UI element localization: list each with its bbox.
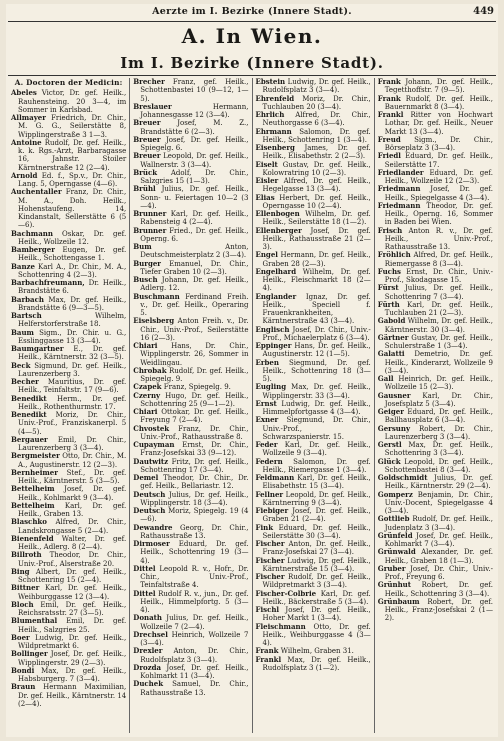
directory-entry: Billroth Theodor, Dr. Chir., Univ.-Prof., Alserstraße 20.: [11, 550, 127, 568]
directory-entry: Buschmann Ferdinand Freih. v., Dr. gef. Heilk., Operaring 5.: [133, 291, 249, 317]
directory-entry: Goldschmidt Julius, Dr. gef. Heilk., Kärntnerstr. 29 (2—4).: [377, 473, 493, 491]
directory-entry: Galatti Demetrio, Dr. gef. Heilk., Kinderarzt, Wollzeile 9 (3—4).: [377, 349, 493, 375]
directory-entry: Fiebiger Josef, Dr. gef. Heilk., Graben 21 (2—4).: [255, 506, 371, 524]
directory-entry: Fürst Julius, Dr. gef. Heilk., Schottenring 7 (3—4).: [377, 283, 493, 301]
directory-entry: Gerstl Max, Dr. gef. Heilk., Schottenring 3 (3—4).: [377, 440, 493, 458]
directory-entry: Breuer Josef, M. Z., Brandstätte 6 (2—3).: [133, 118, 249, 136]
directory-entry: Bachmann Oskar, Dr. gef. Heilk., Wollzeile 12.: [11, 228, 127, 246]
directory-entry: Brecher Franz, gef. Heilk., Schottenbastei 10 (9—12, 1—5).: [133, 78, 249, 103]
directory-entry: Busch Johann, Dr. gef. Heilk., Adlerg. 12.: [133, 275, 249, 293]
directory-entry: Drechsel Heinrich, Wollzeile 7 (3—4).: [133, 629, 249, 647]
directory-entry: Grünfeld Josef, Dr. gef. Heilk., Kohlmarkt 7 (3—4).: [377, 530, 493, 548]
directory-entry: Blumenthal Emil, Dr. gef. Heilk., Salzgries 25.: [11, 616, 127, 634]
directory-entry: Engelhard Wilhelm, Dr. gef. Heilk., Fleischmarkt 18 (2—4).: [255, 266, 371, 293]
directory-entry: Fink Eduard, Dr. gef. Heilk., Seilerstätte 30 (3—4).: [255, 522, 371, 540]
directory-entry: Friedmann Theodor, Dr. gef. Heilk., Operng. 16, Sommer in Baden bei Wien.: [377, 200, 493, 227]
directory-entry: Bamberger Eugen, Dr. gef. Heilk., Schottengasse 1.: [11, 245, 127, 263]
directory-entry: Benedikt Herm., Dr. gef. Heilk., Rothenthurmstr. 17.: [11, 393, 127, 411]
column-1-entries: [11, 89, 126, 708]
directory-entry: Grünhut Robert, Dr. gef. Heilk., Schottenring 3 (3—4).: [377, 580, 493, 598]
directory-entry: Bienenfeld Walter, Dr. gef. Heilk., Adlerg. 8 (2—4).: [11, 533, 127, 551]
directory-entry: Drozda Josef, Dr. gef. Heilk., Kohlmarkt 11 (3—4).: [133, 662, 249, 680]
directory-entry: Brühl Julius, Dr. gef. Heilk., Sonn- u. Feiertagen 10—2 (3—4).: [133, 184, 249, 210]
city-heading: A. In Wien.: [181, 24, 323, 48]
directory-page: [6, 4, 498, 737]
running-head: [6, 6, 498, 20]
directory-entry: Brunner Fried., Dr. gef. Heilk., Operng. 6.: [133, 225, 249, 243]
directory-entry: Auchentaller Franz, Dr. Chir., M. A., Doh. Heilk., Hohenstaufeng. 14, Kindanstalt, Sellerstätte 6 (5—6).: [11, 187, 127, 230]
directory-entry: Freud Sigm., Dr. Chir., Börseplatz 3 (3—4).: [377, 134, 493, 152]
directory-entry: Friedlander Eduard, Dr. gef. Heilk., Wollzeile 12 (2—3).: [377, 167, 493, 185]
directory-entry: Brunner Karl, Dr. gef. Heilk., Rabensteig 4 (2—4).: [133, 209, 249, 227]
directory-entry: Eugling Max, Dr. gef. Heilk., Wipplingerstr. 33 (3—4).: [255, 382, 371, 400]
directory-entry: Englisch Josef, Dr. Chir., Univ.-Prof., Michaelerplatz 6 (3—4).: [255, 324, 371, 342]
directory-entry: Baum Sigm., Dr. Chir. u. G., Esslinggasse 13 (3—4).: [11, 327, 127, 345]
directory-entry: Frank Rudolf, Dr. gef. Heilk., Bauernmarkt 8 (3—4).: [377, 93, 493, 111]
directory-entry: Englander Ignaz, Dr. gef. Heilk., Speciell f. Frauenkrankheiten, Kärntnerstraße 43 (3—4).: [255, 291, 371, 326]
directory-entry: Ebstein Ludwig, Dr. gef. Heilk., Rudolfsplatz 3 (3—4).: [255, 78, 371, 95]
directory-entry: Arnold Ed. f., Sp.v., Dr. Chir., Lang. 5, Operngasse (4—6).: [11, 170, 127, 188]
directory-entry: Bergauer Emil, Dr. Chir., Laurenzerberg 3 (3—4).: [11, 434, 127, 452]
directory-entry: Gottlieb Rudolf, Dr. gef. Heilk., Judenplatz 3 (3—4).: [377, 514, 493, 532]
directory-entry: Bollinger Josef, Dr. gef. Heilk., Wipplingerstr. 29 (2—3).: [11, 649, 127, 667]
directory-entry: Eisenberg James, Dr. gef. Heilk., Elisabethstr. 2 (2—3).: [255, 143, 371, 161]
directory-entry: Erben Siegmund, Dr. gef. Heilk., Schottenring 18 (3—5).: [255, 357, 371, 383]
directory-entry: Cupayman Ernst, Dr. Chir., Franz-Josefskai 33 (9—12).: [133, 440, 249, 458]
directory-entry: Dewandre Georg, Dr. Chir., Rathausstraße 13.: [133, 522, 249, 540]
directory-entry: Fröhlich Alfred, Dr. gef. Heilk., Riemergasse 8 (3—4).: [377, 250, 493, 268]
column-2: [129, 78, 251, 733]
directory-entry: Donath Julius, Dr. gef. Heilk., Wollzeile 7 (2—4).: [133, 613, 249, 631]
directory-entry: Friedmann Josef, Dr. gef. Heilk., Spiegelgasse 4 (3—4).: [377, 184, 493, 202]
directory-entry: Frankl Ritter von Hochwart Lothar, Dr. gef. Heilk., Neuer Markt 13 (3—4).: [377, 110, 493, 136]
column-3-entries: [256, 78, 371, 672]
directory-entry: Frankl Max, Dr. gef. Heilk., Rudolfsplatz 3 (1—2).: [255, 654, 371, 672]
directory-entry: Engel Hermann, Dr. gef. Heilk., Graben 28 (2—3).: [255, 250, 371, 268]
directory-entry: Barbachfreumann, Dr. Heilk., Brandstätte 6.: [11, 278, 127, 296]
directory-entry: Frank Wilhelm, Graben 31.: [255, 646, 354, 656]
district-heading: Im I. Bezirke (Innere Stadt).: [120, 54, 384, 72]
directory-entry: Fleischmann Otto, Dr. gef. Heilk., Weihburggasse 4 (3—4).: [255, 621, 371, 647]
directory-entry: Grünwald Alexander, Dr. gef. Heilk., Graben 18 (1—3).: [377, 547, 493, 565]
directory-entry: Deutsch Julius, Dr. gef. Heilk., Wipplingerstr. 18 (3—4).: [133, 489, 249, 507]
directory-entry: Demel Theodor, Dr. Chir., Dr. gef. Heilk., Bellariastr. 12.: [133, 473, 249, 491]
directory-entry: Chiari Ottokar, Dr. gef. Heilk., Freyung 7 (2—4).: [133, 407, 249, 425]
directory-entry: Gruber Josef, Dr. Chir., Univ.-Prof., Freyung 6.: [377, 563, 493, 581]
directory-entry: Benedikt Moriz, Dr. Chir., Univ.-Prof., Franziskanerpl. 5 (4—5).: [11, 410, 127, 436]
directory-entry: Blaschko Alfred, Dr. Chir., Landskrongasse 5 (2—4).: [11, 517, 127, 535]
heading-rule: [8, 75, 496, 76]
directory-entry: Ellenberger Josef, Dr. gef. Heilk., Rathausstraße 21 (2—3).: [255, 225, 371, 251]
directory-entry: Federn Salomon, Dr. gef. Heilk., Riemergasse 1 (3—4).: [255, 456, 371, 474]
directory-entry: Czapek Franz, Spiegelg. 9.: [133, 382, 231, 392]
directory-entry: Gärtner Gustav, Dr. gef. Heilk., Schulerstraße 1 (3—4).: [377, 332, 493, 350]
directory-entry: Boer Ludwig, Dr. gef. Heilk., Wildpretmarkt 6.: [11, 632, 127, 650]
directory-entry: Bloch Emil, Dr. gef. Heilk., Reichsratsstr. 27 (3—5).: [11, 599, 127, 617]
directory-entry: Grünbaum Robert, Dr. gef. Heilk., Franz-Josefskai 2 (1—2).: [377, 596, 493, 623]
directory-entry: Bernheimer Stef., Dr. gef. Heilk., Kärntnerstr. 5 (3—5).: [11, 467, 127, 485]
directory-entry: Frank Johann, Dr. gef. Heilk., Tegetthoffstr. 7 (9—5).: [377, 78, 493, 95]
page-number: 449: [473, 6, 494, 17]
directory-entry: Elias Herbert, Dr. gef. Heilk., Operngasse 10 (2—4).: [255, 192, 371, 210]
top-rule: [8, 21, 496, 22]
directory-entry: Dirmoser Eduard, Dr. gef. Heilk., Schottenring 19 (3—4).: [133, 539, 249, 565]
directory-entry: Bettelheim Josef, Dr. gef. Heilk., Kohlmarkt 9 (3—4).: [11, 484, 127, 502]
directory-entry: Gersuny Robert, Dr. Chir., Laurenzerberg 3 (3—4).: [377, 423, 493, 441]
directory-entry: Bittner Karl, Dr. gef. Heilk., Weihburggasse 12 (3—4).: [11, 583, 127, 601]
directory-entry: Braun Hermann Maximilian, Dr. gef. Heilk., Kärntnerstr. 14 (2—4).: [11, 682, 127, 708]
column-4-entries: [378, 78, 493, 623]
directory-entry: Becher Mauritius, Dr. gef. Heilk., Teinfaltstr. 17 (9—6).: [11, 377, 127, 395]
directory-entry: Deutsch Moriz, Spiegelg. 19 (4—6).: [133, 506, 249, 524]
directory-entry: Beck Sigmund, Dr. gef. Heilk., Laurenzerberg 3.: [11, 360, 127, 378]
directory-entry: Fischer Ludwig, Dr. gef. Heilk., Kärntnerstraße 15 (3—4).: [255, 555, 371, 573]
directory-entry: Bum Anton, Deutschmeisterplatz 2 (3—4).: [133, 242, 249, 260]
directory-entry: Chrobak Rudolf, Dr. gef. Heilk., Spiegelg. 9.: [133, 365, 249, 383]
entry-columns: [8, 78, 496, 733]
directory-entry: Geiger Eduard, Dr. gef. Heilk., Ballhausplatz 6 (3—4).: [377, 407, 493, 425]
directory-entry: Ellenbogen Wilhelm, Dr. gef. Heilk., Seilerstätte 18 (1—2).: [255, 209, 371, 227]
column-3: [252, 78, 374, 733]
directory-entry: Ehrlich Alfred, Dr. Chir., Neuthorgasse 6 (3—4).: [255, 110, 371, 128]
directory-entry: Chvostek Franz, Dr. Chir., Univ.-Prof., Rathausstraße 8.: [133, 423, 249, 441]
directory-entry: Duchek Samuel, Dr. Chir., Rathausstraße 13.: [133, 679, 249, 697]
column-4: [374, 78, 496, 733]
column-1: [8, 78, 129, 733]
directory-entry: Exner Siegmund, Dr. Chir., Univ.-Prof., Schwarzspanierstr. 15.: [255, 415, 371, 441]
directory-entry: Ehrenfeld Moriz, Dr. Chir., Tuchlauben 20 (3—4).: [255, 93, 371, 111]
directory-entry: Abeles Victor, Dr. gef. Heilk., Rauhensteing. 20 3—4, im Sommer in Karlsbad.: [11, 88, 127, 114]
directory-entry: Bettelheim Karl, Dr. gef. Heilk., Graben 13.: [11, 500, 127, 518]
directory-entry: Allmayer Friedrich, Dr. Chir., M. G. G., Seilerstätte 8, Wipplingerstraße 3 1—3.: [11, 113, 127, 139]
section-heading: A. Doctoren der Medicin:: [14, 78, 123, 87]
directory-entry: Gausner Karl, Dr. Chir., Josefsplatz 5 (3—4).: [377, 390, 493, 408]
directory-entry: Eisler Alfred, Dr. gef. Heilk., Hegelgasse 13 (3—4).: [255, 176, 371, 194]
column-2-entries: [133, 78, 248, 697]
directory-entry: Gomperz Benjamin, Dr. Chir., Univ.-Docent, Spiegelgasse 4 (3—4).: [377, 489, 493, 515]
directory-entry: Bartsch Wilhelm, Helferstorferstraße 18.: [11, 311, 127, 329]
directory-entry: Bondi Max, Dr. gef. Heilk., Habsburgerg. 7 (3—4).: [11, 665, 127, 683]
directory-entry: Ehrmann Salomon, Dr. gef. Heilk., Schottenring 1 (3—4).: [255, 126, 371, 144]
directory-entry: Breuer Leopold, Dr. gef. Heilk., Wallnerstr. 3 (3—4).: [133, 151, 249, 169]
directory-entry: Czerny Hugo, Dr. gef. Heilk., Schottenring 25 (9—1—2).: [133, 390, 249, 408]
directory-entry: Gall Heinrich, Dr. gef. Heilk., Wollzeile 15 (2—3).: [377, 374, 493, 392]
directory-entry: Feldmann Karl, Dr. gef. Heilk., Elisabethstr. 15 (3—4).: [255, 473, 371, 491]
directory-entry: Ernst Ludwig, Dr. gef. Heilk., Himmelpfortgasse 4 (3—4).: [255, 398, 371, 416]
directory-entry: Barbach Max, Dr. gef. Heilk., Brandstätte 6 (9—3—5).: [11, 294, 127, 312]
directory-entry: Breuer Josef, Dr. gef. Heilk., Spiegelg. 6.: [133, 134, 249, 152]
directory-entry: Fuchs Ernst, Dr. Chir., Univ.-Prof., Skodagasse 15.: [377, 266, 493, 284]
directory-entry: Fischer Anton, Dr. gef. Heilk., Franz-Josefskai 27 (3—4).: [255, 539, 371, 557]
directory-entry: Eiselt Gustav, Dr. gef. Heilk., Kolowratring 10 (2—3).: [255, 159, 371, 177]
running-head-title: Aerzte im I. Bezirke (Innere Stadt).: [152, 6, 352, 17]
directory-entry: Fellner Leopold, Dr. gef. Heilk., Kärntnerring 9 (3—4).: [255, 489, 371, 507]
directory-entry: Bergmeister Otto, Dr. Chir., M. A., Augustinerstr. 12 (2—3).: [11, 451, 127, 469]
directory-entry: Eiselsberg Anton Freih. v., Dr. Chir., Univ.-Prof., Seilerstätte 16 (2—3).: [133, 316, 249, 342]
directory-entry: Brück Adolf, Dr. Chir., Salzgries 15 (1—3).: [133, 167, 249, 185]
directory-entry: Antoine Rudolf, Dr. gef. Heilk., k. k. Rgs.-Arzt, Barbaragasse 16, Jahnstr. Stoiler Kärntnerstraße 12 (2—4).: [11, 137, 127, 172]
directory-entry: Frisch Anton R. v., Dr. gef. Heilk., Univ.-Prof., Rathausstraße 13.: [377, 225, 493, 251]
directory-entry: Fischer-Colbrie Karl, Dr. gef. Heilk., Bäckerstraße 5 (3—4).: [255, 588, 371, 606]
directory-entry: Burger Emanuel, Dr. Chir., Tiefer Graben 10 (2—3).: [133, 258, 249, 276]
directory-entry: Fischl Josef, Dr. gef. Heilk., Hoher Markt 1 (3—4).: [255, 605, 371, 623]
directory-entry: Feder Karl, Dr. gef. Heilk., Wollzeile 9 (3—4).: [255, 440, 371, 458]
directory-entry: Bing Albert, Dr. gef. Heilk., Schottenring 15 (2—4).: [11, 566, 127, 584]
directory-entry: Dittel Leopold R. v., Hofr., Dr. Chir., Univ.-Prof., Teinfaltstraße 4.: [133, 563, 249, 590]
directory-entry: Banze Karl A., Dr. Chir., M. A., Schottenring 4 (2—3).: [11, 261, 127, 279]
directory-entry: Glück Leopold, Dr. gef. Heilk., Schottenbastei 8 (3—4).: [377, 456, 493, 474]
directory-entry: Fürth Karl, Dr. gef. Heilk., Tuchlauben 21 (2—3).: [377, 299, 493, 317]
directory-entry: Fischer Rudolf, Dr. gef. Heilk., Wildpretmarkt 3 (3—4).: [255, 572, 371, 590]
directory-entry: Dautwitz Fritz, Dr. gef. Heilk., Schottenring 17 (3—4).: [133, 456, 249, 474]
directory-entry: Breslauer Hermann, Johannesgasse 12 (3—4).: [133, 101, 249, 119]
directory-entry: Drexler Anton, Dr. Chir., Rudolfsplatz 3 (3—4).: [133, 646, 249, 664]
directory-entry: Dittel Rudolf R. v., jun., Dr. gef. Heilk., Himmelpfortg. 5 (3—4).: [133, 588, 249, 614]
directory-entry: Eppinger Hans, Dr. gef. Heilk., Augustinerstr. 12 (1—5).: [255, 341, 371, 359]
directory-entry: Friedl Eduard, Dr. gef. Heilk., Seilerstätte 17.: [377, 151, 493, 169]
directory-entry: Gabold Wilhelm, Dr. gef. Heilk., Kärntnerstr. 30 (3—4).: [377, 316, 493, 334]
directory-entry: Chiari Hans, Dr. Chir., Wipplingerstr. 26, Sommer in Weidlingau.: [133, 341, 249, 367]
directory-entry: Baumgartner E., Dr. gef. Heilk., Kärntnerstr. 32 (3—5).: [11, 344, 127, 362]
